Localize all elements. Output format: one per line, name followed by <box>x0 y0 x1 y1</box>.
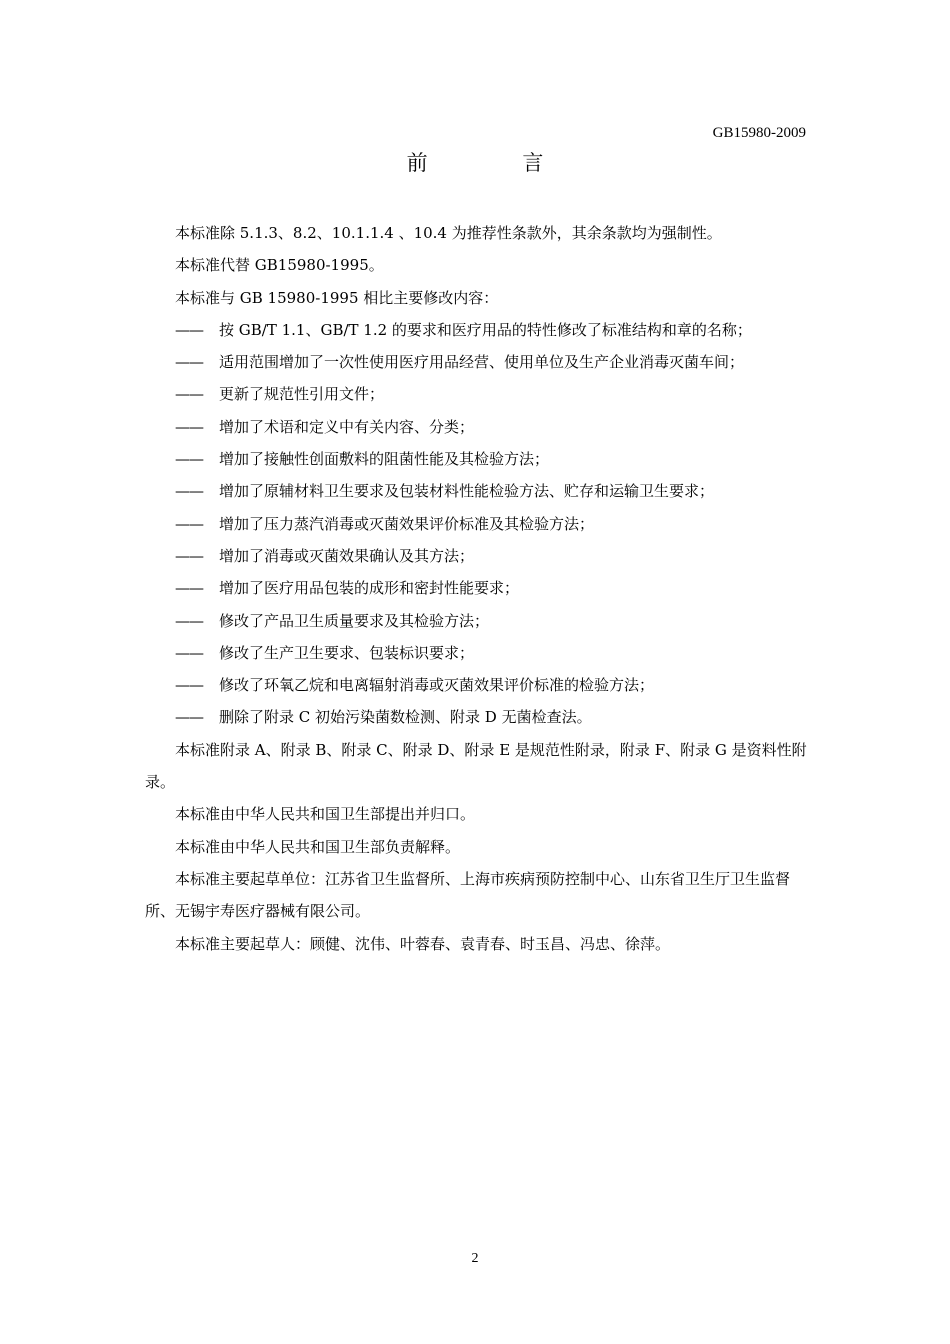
change-item <box>145 314 809 346</box>
change-item-text: 增加了接触性创面敷料的阻菌性能及其检验方法； <box>219 450 550 469</box>
change-item-text: 更新了规范性引用文件； <box>219 385 385 404</box>
change-item-text: 增加了压力蒸汽消毒或灭菌效果评价标准及其检验方法； <box>219 514 595 533</box>
dash-mark: —— <box>175 417 203 436</box>
dash-mark: —— <box>175 546 203 565</box>
change-item-text: 适用范围增加了一次性使用医疗用品经营、使用单位及生产企业消毒灭菌车间； <box>219 353 745 372</box>
change-item <box>145 605 809 637</box>
document-code: GB15980-2009 <box>712 125 806 141</box>
page-number: 2 <box>471 1251 479 1266</box>
dash-mark: —— <box>175 320 203 339</box>
dash-mark: —— <box>175 708 203 727</box>
dash-mark: —— <box>175 353 203 372</box>
change-item <box>145 443 809 475</box>
change-item <box>145 637 809 669</box>
change-item <box>145 378 809 410</box>
change-item <box>145 508 809 540</box>
change-item-text: 增加了术语和定义中有关内容、分类； <box>219 417 475 436</box>
dash-mark: —— <box>175 579 203 598</box>
change-item <box>145 701 809 733</box>
dash-mark: —— <box>175 611 203 630</box>
dash-mark: —— <box>175 643 203 662</box>
change-item-text: 增加了消毒或灭菌效果确认及其方法； <box>219 546 475 565</box>
change-item <box>145 540 809 572</box>
paragraph-annexes: 本标准附录 A、附录 B、附录 C、附录 D、附录 E 是规范性附录，附录 F、附录 G 是资料性附录。 <box>145 740 807 792</box>
change-item <box>145 572 809 604</box>
dash-mark: —— <box>175 514 203 533</box>
change-item-text: 按 GB/T 1.1、GB/T 1.2 的要求和医疗用品的特性修改了标准结构和章的名称； <box>219 320 752 339</box>
page-title: 前 言 <box>406 151 588 175</box>
change-item-text: 增加了医疗用品包装的成形和密封性能要求； <box>219 579 520 598</box>
change-item <box>145 411 809 443</box>
document-body <box>145 217 809 960</box>
change-item-text: 修改了生产卫生要求、包装标识要求； <box>219 643 475 662</box>
paragraph-drafting-units: 本标准主要起草单位：江苏省卫生监督所、上海市疾病预防控制中心、山东省卫生厅卫生监督所、无锡宇寿医疗器械有限公司。 <box>145 869 791 921</box>
change-item-text: 修改了环氧乙烷和电离辐射消毒或灭菌效果评价标准的检验方法； <box>219 676 655 695</box>
dash-mark: —— <box>175 450 203 469</box>
change-item-text: 增加了原辅材料卫生要求及包装材料性能检验方法、贮存和运输卫生要求； <box>219 482 715 501</box>
dash-mark: —— <box>175 676 203 695</box>
dash-mark: —— <box>175 385 203 404</box>
paragraph-interpreted-by: 本标准由中华人民共和国卫生部负责解释。 <box>175 837 461 856</box>
paragraph-changes-intro: 本标准与 GB 15980-1995 相比主要修改内容： <box>175 288 499 307</box>
paragraph-proposed-by: 本标准由中华人民共和国卫生部提出并归口。 <box>175 805 476 824</box>
paragraph-replaces: 本标准代替 GB15980-1995。 <box>175 256 384 275</box>
change-item-text: 修改了产品卫生质量要求及其检验方法； <box>219 611 490 630</box>
change-item <box>145 669 809 701</box>
paragraph-drafters: 本标准主要起草人：顾健、沈伟、叶蓉春、袁青春、时玉昌、冯忠、徐萍。 <box>175 934 671 953</box>
change-item-text: 删除了附录 C 初始污染菌数检测、附录 D 无菌检查法。 <box>219 708 592 727</box>
dash-mark: —— <box>175 482 203 501</box>
change-item <box>145 346 809 378</box>
paragraph-mandatory-clauses: 本标准除 5.1.3、8.2、10.1.1.4 、10.4 为推荐性条款外，其余条款均为强制性。 <box>175 224 722 242</box>
change-item <box>145 475 809 507</box>
